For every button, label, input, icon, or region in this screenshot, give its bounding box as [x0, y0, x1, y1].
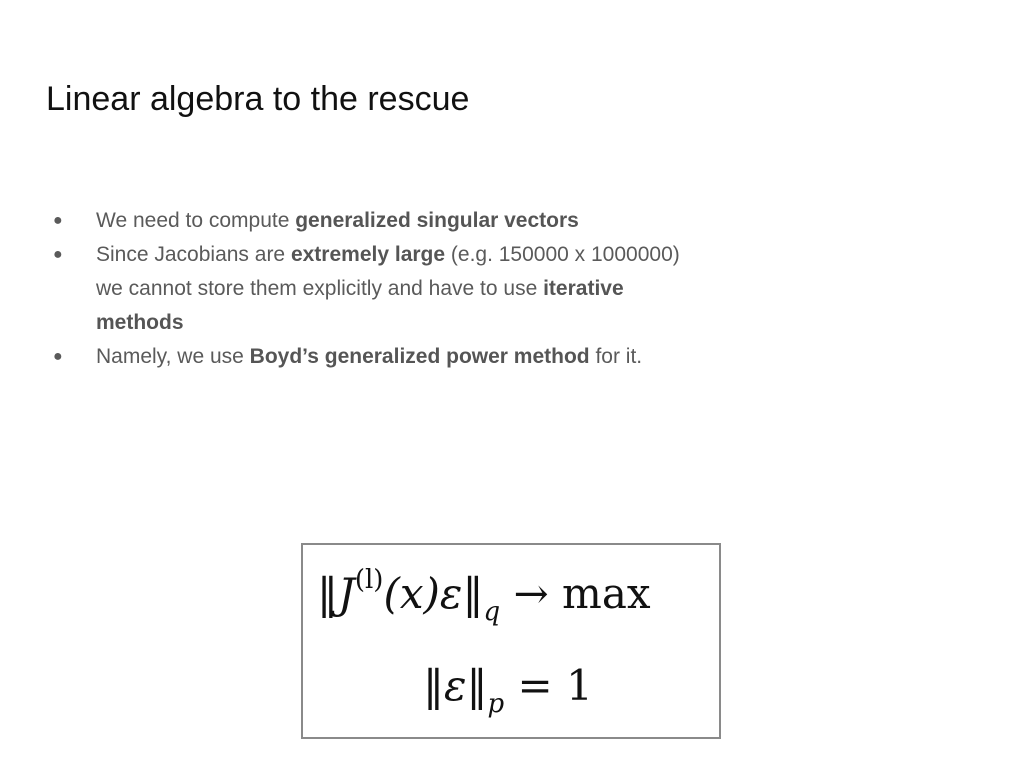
bullet-dot-icon: ● — [53, 246, 63, 263]
bullet-text: for it. — [589, 345, 643, 368]
bullet-list — [46, 204, 686, 374]
epsilon-symbol: ε — [444, 661, 467, 710]
jacobian-argument: (x) — [383, 569, 440, 618]
objective-equation — [317, 565, 651, 627]
arrow-symbol: → — [500, 569, 563, 618]
max-operator: max — [562, 569, 651, 618]
bullet-item — [46, 204, 686, 238]
norm-open: ‖ — [423, 661, 444, 710]
jacobian-symbol: J — [338, 569, 355, 618]
layer-superscript: (l) — [354, 565, 384, 595]
bullet-dot-icon: ● — [53, 212, 63, 229]
equation-box — [301, 543, 721, 739]
bullet-text: Namely, we use — [96, 345, 250, 368]
bullet-bold-text: generalized singular vectors — [295, 209, 579, 232]
bullet-text: Since Jacobians are — [96, 243, 291, 266]
bullet-bold-text: iterative methods — [96, 277, 624, 334]
slide-title: Linear algebra to the rescue — [46, 80, 470, 118]
bullet-item — [46, 238, 686, 340]
bullet-text: (e.g. 150000 x 1000000) we cannot store them explicitly and have to use — [96, 243, 680, 300]
constraint-equation — [423, 661, 593, 719]
norm-open: ‖ — [317, 569, 338, 618]
bullet-dot-icon: ● — [53, 348, 63, 365]
bullet-item — [46, 340, 686, 374]
norm-close: ‖ — [466, 661, 488, 710]
norm-q-subscript: q — [483, 597, 501, 627]
bullet-text: We need to compute — [96, 209, 296, 232]
equals-sign: = — [504, 661, 567, 710]
norm-close: ‖ — [462, 569, 484, 618]
bullet-bold-text: Boyd’s generalized power method — [249, 345, 590, 368]
bullet-bold-text: extremely large — [290, 243, 446, 266]
constraint-value: 1 — [566, 661, 593, 710]
epsilon-symbol: ε — [439, 569, 463, 618]
norm-p-subscript: p — [487, 689, 505, 719]
